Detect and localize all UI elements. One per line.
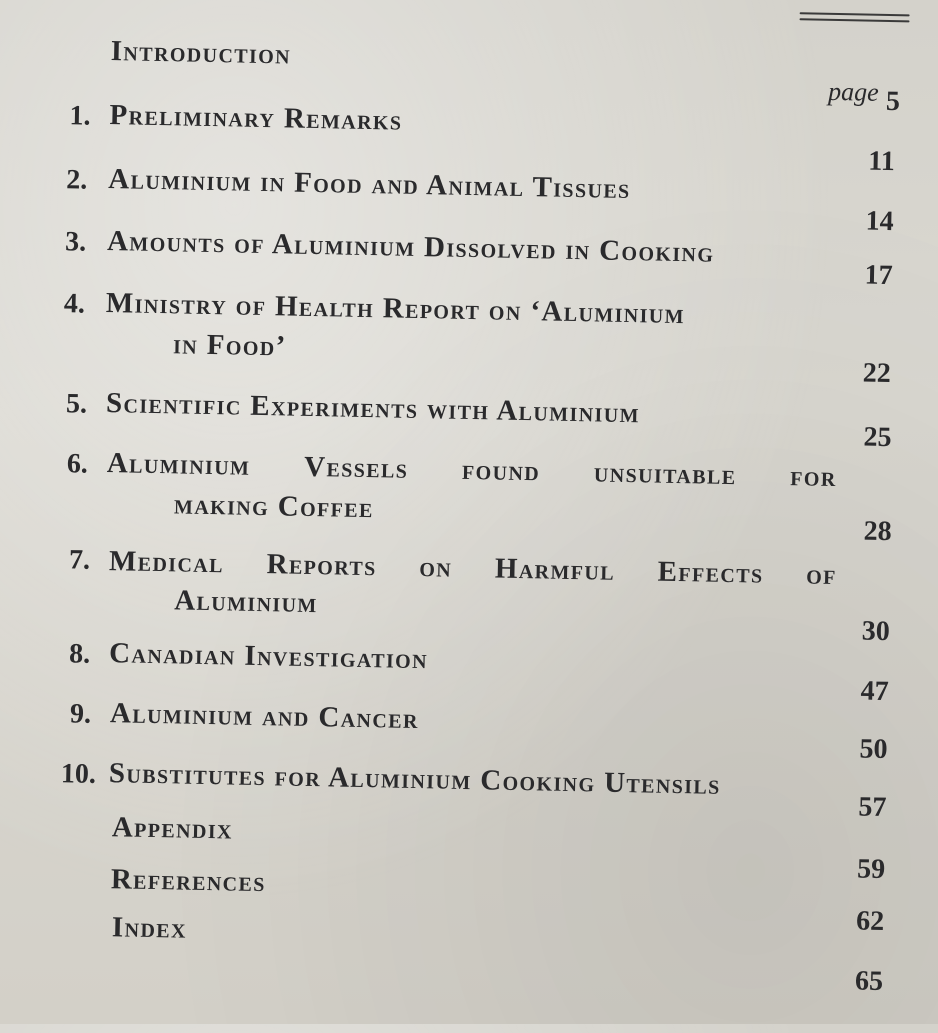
toc-entry-10-number: 10. xyxy=(60,758,97,790)
toc-entry-4-title-line1: Ministry of Health Report on ‘Aluminium xyxy=(105,286,686,331)
decorative-rule xyxy=(799,12,909,28)
toc-entry-7-title-line2: Aluminium xyxy=(173,584,319,620)
toc-entry-6-word: for xyxy=(789,460,838,494)
toc-entry-7-word: Medical xyxy=(108,545,225,580)
toc-entry-1-title: Preliminary Remarks xyxy=(109,99,403,137)
toc-entry-4-page: 22 xyxy=(862,357,892,390)
toc-entry-7-word: on xyxy=(419,551,453,584)
toc-entry-9-number: 9. xyxy=(69,698,92,730)
toc-entry-7-word: Reports xyxy=(266,548,377,583)
toc-entry-2-page: 14 xyxy=(865,205,894,238)
toc-entry-8-title: Canadian Investigation xyxy=(108,637,429,676)
toc-entry-7-page: 30 xyxy=(861,615,891,648)
toc-entry-6-word: found xyxy=(461,453,541,488)
page-label: page xyxy=(827,76,879,107)
toc-entry-introduction-page: 5 xyxy=(885,85,901,118)
toc-entry-1-page: 11 xyxy=(868,145,896,178)
toc-entry-7-word: Harmful xyxy=(494,552,616,587)
toc-entry-3-number: 3. xyxy=(64,226,87,258)
toc-entry-6-title-line1 xyxy=(107,447,837,494)
toc-entry-6-word: Vessels xyxy=(303,450,409,485)
toc-entry-index-title: Index xyxy=(111,911,188,945)
toc-entry-2-number: 2. xyxy=(66,164,88,196)
toc-entry-8-number: 8. xyxy=(68,638,91,670)
toc-entry-7-word: Effects xyxy=(657,555,764,590)
toc-entry-4-title-line2: in Food’ xyxy=(172,328,288,363)
toc-entry-7-number: 7. xyxy=(68,544,91,576)
toc-entry-2-title: Aluminium in Food and Animal Tissues xyxy=(108,163,631,206)
toc-entry-1-number: 1. xyxy=(69,100,91,132)
toc-entry-8-page: 47 xyxy=(860,675,889,708)
toc-entry-5-title: Scientific Experiments with Aluminium xyxy=(105,387,641,430)
toc-entry-3-title: Amounts of Aluminium Dissolved in Cooking xyxy=(106,225,715,269)
toc-entry-references-page: 62 xyxy=(855,905,885,938)
toc-entry-4-number: 4. xyxy=(63,288,86,320)
toc-entry-5-number: 5. xyxy=(65,388,88,420)
toc-entry-5-page: 25 xyxy=(863,421,892,454)
toc-entry-9-title: Aluminium and Cancer xyxy=(109,697,420,736)
toc-entry-7-word: of xyxy=(805,558,838,592)
toc-entry-appendix-page: 59 xyxy=(856,853,886,886)
toc-entry-6-word: unsuitable xyxy=(593,456,737,492)
toc-entry-appendix-title: Appendix xyxy=(111,811,234,846)
toc-entry-3-page: 17 xyxy=(864,259,893,292)
toc-entry-6-word: Aluminium xyxy=(106,447,251,482)
toc-entry-index-page: 65 xyxy=(854,965,884,998)
toc-entry-6-number: 6. xyxy=(66,448,89,480)
toc-entry-introduction-title: Introduction xyxy=(110,35,292,71)
toc-entry-10-page: 57 xyxy=(858,791,887,824)
toc-entry-references-title: References xyxy=(110,863,267,899)
toc-entry-9-page: 50 xyxy=(859,733,888,766)
toc-entry-6-page: 28 xyxy=(863,515,892,548)
toc-entry-6-title-line2: making Coffee xyxy=(173,488,375,525)
toc-entry-10-title: Substitutes for Aluminium Cooking Utensils xyxy=(108,757,722,801)
